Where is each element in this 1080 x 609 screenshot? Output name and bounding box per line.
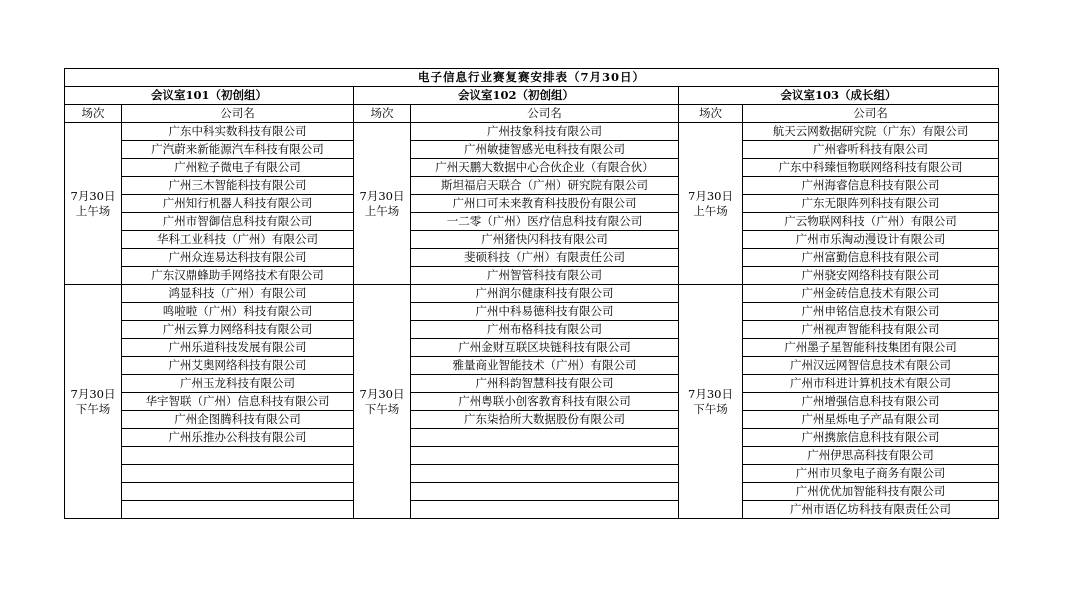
company-cell: 广州视声智能科技有限公司 [743,321,999,339]
session-slot: 下午场 [693,401,728,416]
company-cell: 广州携旅信息科技有限公司 [743,429,999,447]
table-row [65,231,999,249]
table-row [65,375,999,393]
company-cell: 广州企图腾科技有限公司 [122,411,354,429]
company-cell: 广州天鹏大数据中心合伙企业（有限合伙） [411,159,679,177]
table-row [65,501,999,519]
company-cell: 广州海睿信息科技有限公司 [743,177,999,195]
company-cell: 广东柒拾所大数据股份有限公司 [411,411,679,429]
company-cell: 一二零（广州）医疗信息科技有限公司 [411,213,679,231]
company-column-header: 公司名 [122,105,354,123]
company-cell: 广东中科臻恒物联网络科技有限公司 [743,159,999,177]
company-cell: 广东中科实数科技有限公司 [122,123,354,141]
company-cell: 广州增强信息科技有限公司 [743,393,999,411]
table-row [65,321,999,339]
company-cell: 广州优优加智能科技有限公司 [743,483,999,501]
company-cell: 广州市贝象电子商务有限公司 [743,465,999,483]
company-cell: 广州智管科技有限公司 [411,267,679,285]
session-slot: 上午场 [75,203,111,218]
company-cell: 广州金砖信息技术有限公司 [743,285,999,303]
session-cell [65,123,122,285]
session-slot: 下午场 [364,401,400,416]
company-cell: 广州艾奥网络科技有限公司 [122,357,354,375]
company-cell: 广州市语亿坊科技有限责任公司 [743,501,999,519]
table-row [65,159,999,177]
table-row [65,213,999,231]
company-cell: 广州伊思高科技有限公司 [743,447,999,465]
session-column-header: 场次 [354,105,411,123]
company-cell: 广州市乐淘动漫设计有限公司 [743,231,999,249]
company-cell [122,447,354,465]
company-cell: 广州乐道科技发展有限公司 [122,339,354,357]
company-cell: 雅量商业智能技术（广州）有限公司 [411,357,679,375]
table-row [65,195,999,213]
company-cell: 广州知行机器人科技有限公司 [122,195,354,213]
table-row [65,339,999,357]
company-cell [411,429,679,447]
schedule-table [64,68,999,519]
company-cell: 广东无限阵列科技有限公司 [743,195,999,213]
session-cell [354,285,411,519]
session-date: 7月30日 [359,188,405,203]
table-row [65,249,999,267]
room-101-header: 会议室101（初创组） [65,87,354,105]
session-slot: 上午场 [693,203,728,218]
company-column-header: 公司名 [411,105,679,123]
session-column-header: 场次 [679,105,743,123]
page-title: 电子信息行业赛复赛安排表（7月30日） [65,69,999,87]
table-row [65,465,999,483]
company-cell: 广汽蔚来新能源汽车科技有限公司 [122,141,354,159]
company-cell: 广州墨子星智能科技集团有限公司 [743,339,999,357]
session-date: 7月30日 [359,386,405,401]
schedule-sheet [64,68,998,519]
company-cell: 华宇智联（广州）信息科技有限公司 [122,393,354,411]
company-cell: 广州乐推办公科技有限公司 [122,429,354,447]
table-row [65,177,999,195]
session-date: 7月30日 [688,386,733,401]
company-cell: 广州粒子微电子有限公司 [122,159,354,177]
room-102-header: 会议室102（初创组） [354,87,679,105]
table-row [65,141,999,159]
company-cell: 广州敏捷智感光电科技有限公司 [411,141,679,159]
company-cell: 广州玉龙科技有限公司 [122,375,354,393]
room-header-row [65,87,999,105]
company-cell [411,501,679,519]
title-row [65,69,999,87]
session-date: 7月30日 [70,386,116,401]
company-cell: 广州睿听科技有限公司 [743,141,999,159]
company-cell: 广州三木智能科技有限公司 [122,177,354,195]
company-cell: 广州星烁电子产品有限公司 [743,411,999,429]
column-header-row [65,105,999,123]
session-column-header: 场次 [65,105,122,123]
table-row [65,447,999,465]
company-cell: 广州粤联小创客教育科技有限公司 [411,393,679,411]
table-row [65,483,999,501]
company-cell: 广州众连易达科技有限公司 [122,249,354,267]
table-row [65,303,999,321]
company-cell: 广州布格科技有限公司 [411,321,679,339]
company-cell [411,483,679,501]
room-103-header: 会议室103（成长组） [679,87,999,105]
company-cell: 广州科韵智慧科技有限公司 [411,375,679,393]
table-row [65,267,999,285]
company-cell: 华科工业科技（广州）有限公司 [122,231,354,249]
session-date: 7月30日 [70,188,116,203]
table-row [65,357,999,375]
company-cell: 广州汉远网智信息技术有限公司 [743,357,999,375]
table-row [65,393,999,411]
company-cell [411,447,679,465]
company-cell: 鸣啦啦（广州）科技有限公司 [122,303,354,321]
company-cell: 广州中科易德科技有限公司 [411,303,679,321]
company-cell [122,483,354,501]
company-cell: 斐硕科技（广州）有限责任公司 [411,249,679,267]
session-cell [679,123,743,285]
company-cell: 广州云算力网络科技有限公司 [122,321,354,339]
company-cell: 广云物联网科技（广州）有限公司 [743,213,999,231]
table-row [65,429,999,447]
company-cell: 广州市科进计算机技术有限公司 [743,375,999,393]
company-cell: 广州市智御信息科技有限公司 [122,213,354,231]
session-slot: 下午场 [75,401,111,416]
company-cell: 广州口可未来教育科技股份有限公司 [411,195,679,213]
company-cell: 广州富勤信息科技有限公司 [743,249,999,267]
table-row [65,123,999,141]
table-row [65,411,999,429]
company-cell: 广州技象科技有限公司 [411,123,679,141]
company-cell: 广州金财互联区块链科技有限公司 [411,339,679,357]
company-cell: 广东汉鼎蜂助手网络技术有限公司 [122,267,354,285]
session-cell [679,285,743,519]
company-cell: 广州申铭信息技术有限公司 [743,303,999,321]
table-row [65,285,999,303]
company-cell [122,465,354,483]
session-cell [354,123,411,285]
company-cell [122,501,354,519]
company-cell: 广州骁安网络科技有限公司 [743,267,999,285]
company-cell [411,465,679,483]
company-cell: 广州猪快闪科技有限公司 [411,231,679,249]
session-date: 7月30日 [688,188,733,203]
company-cell: 航天云网数据研究院（广东）有限公司 [743,123,999,141]
session-slot: 上午场 [364,203,400,218]
company-cell: 鸿显科技（广州）有限公司 [122,285,354,303]
company-cell: 斯坦福启天联合（广州）研究院有限公司 [411,177,679,195]
session-cell [65,285,122,519]
company-cell: 广州润尔健康科技有限公司 [411,285,679,303]
company-column-header: 公司名 [743,105,999,123]
